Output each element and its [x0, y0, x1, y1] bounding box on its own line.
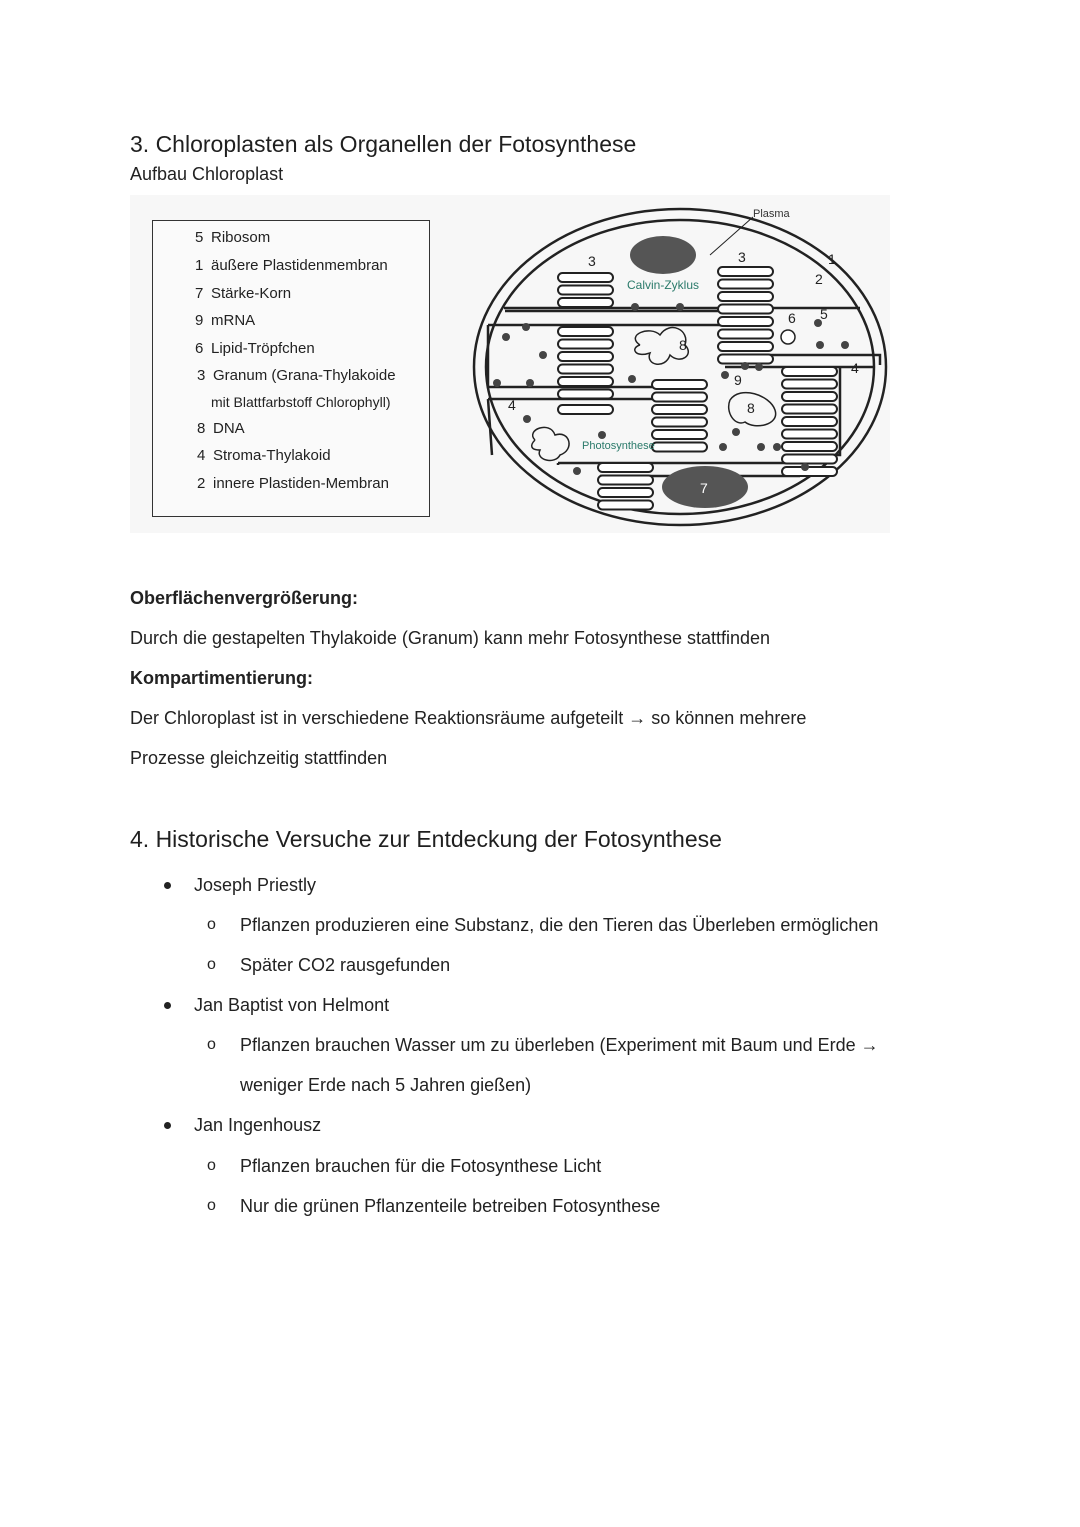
thylakoid-disc	[558, 390, 613, 399]
section-3-title: 3. Chloroplasten als Organellen der Fotosynthese	[130, 131, 637, 157]
legend-item: 2 innere Plastiden-Membran	[197, 475, 389, 492]
thylakoid-disc	[652, 393, 707, 402]
thylakoid-disc	[782, 392, 837, 401]
thylakoid-disc	[782, 380, 837, 389]
svg-text:2: 2	[815, 271, 823, 287]
thylakoid-disc	[782, 442, 837, 451]
thylakoid-disc	[558, 298, 613, 307]
svg-text:4: 4	[851, 360, 859, 376]
section-3-subtitle: Aufbau Chloroplast	[130, 164, 284, 184]
thylakoid-disc	[652, 405, 707, 414]
legend-item: 9 mRNA	[195, 312, 256, 329]
svg-text:8: 8	[747, 400, 755, 416]
thylakoid-disc	[598, 501, 653, 510]
chloroplast-figure	[130, 195, 890, 533]
circle-bullet-icon: o	[207, 956, 216, 973]
svg-text:5: 5	[820, 306, 828, 322]
bullet-icon	[164, 1122, 171, 1129]
circle-bullet-icon: o	[207, 916, 216, 933]
svg-text:3: 3	[588, 253, 596, 269]
legend-item: 5 Ribosom	[195, 229, 271, 246]
thylakoid-disc	[558, 377, 613, 386]
thylakoid-disc	[718, 292, 773, 301]
compartment-heading: Kompartimentierung:	[130, 668, 314, 688]
thylakoid-disc	[782, 467, 837, 476]
thylakoid-disc	[598, 476, 653, 485]
plasma-label: Plasma	[753, 208, 790, 220]
sub-item: Pflanzen brauchen Wasser um zu überleben (Experiment mit Baum und Erde →	[240, 1035, 879, 1055]
thylakoid-disc	[782, 455, 837, 464]
chloroplast-diagram	[470, 195, 890, 533]
surface-text: Durch die gestapelten Thylakoide (Granum) kann mehr Fotosynthese stattfinden	[130, 628, 771, 648]
legend-item: 7 Stärke-Korn	[195, 285, 292, 302]
list-item-name: Jan Ingenhousz	[194, 1115, 322, 1135]
svg-text:8: 8	[679, 337, 687, 353]
list-item-name: Jan Baptist von Helmont	[194, 995, 390, 1015]
legend-item: mit Blattfarbstoff Chlorophyll)	[211, 394, 391, 410]
legend-item: 3 Granum (Grana-Thylakoide	[197, 367, 396, 384]
compartment-text-2: Prozesse gleichzeitig stattfinden	[130, 748, 388, 768]
bullet-icon	[164, 882, 171, 889]
thylakoid-disc	[718, 267, 773, 276]
thylakoid-disc	[558, 327, 613, 336]
thylakoid-disc	[558, 273, 613, 282]
thylakoid-disc	[558, 405, 613, 414]
thylakoid-disc	[652, 418, 707, 427]
sub-item-continuation: weniger Erde nach 5 Jahren gießen)	[240, 1075, 532, 1095]
thylakoid-disc	[558, 286, 613, 295]
sub-item: Pflanzen brauchen für die Fotosynthese Licht	[240, 1156, 602, 1176]
svg-text:4: 4	[508, 397, 516, 413]
photosynthesis-label: Photosynthese	[582, 440, 655, 452]
circle-bullet-icon: o	[207, 1036, 216, 1053]
surface-heading: Oberflächenvergrößerung:	[130, 588, 359, 608]
thylakoid-disc	[652, 443, 707, 452]
legend-item: 4 Stroma-Thylakoid	[197, 447, 331, 464]
thylakoid-disc	[652, 380, 707, 389]
thylakoid-disc	[718, 305, 773, 314]
circle-bullet-icon: o	[207, 1157, 216, 1174]
circle-bullet-icon: o	[207, 1197, 216, 1214]
legend-item: 1 äußere Plastidenmembran	[195, 257, 388, 274]
legend-item: 8 DNA	[197, 420, 245, 437]
thylakoid-disc	[782, 417, 837, 426]
thylakoid-disc	[782, 430, 837, 439]
bullet-icon	[164, 1002, 171, 1009]
thylakoid-disc	[718, 280, 773, 289]
lipid-droplet	[781, 330, 795, 344]
thylakoid-disc	[558, 340, 613, 349]
thylakoid-disc	[782, 367, 837, 376]
thylakoid-disc	[598, 488, 653, 497]
thylakoid-disc	[718, 342, 773, 351]
thylakoid-disc	[558, 365, 613, 374]
thylakoid-disc	[718, 330, 773, 339]
sub-item: Nur die grünen Pflanzenteile betreiben Fotosynthese	[240, 1196, 661, 1216]
svg-text:9: 9	[734, 372, 742, 388]
thylakoid-disc	[782, 405, 837, 414]
thylakoid-disc	[558, 352, 613, 361]
calvin-cycle-label: Calvin-Zyklus	[627, 278, 700, 292]
legend-item: 6 Lipid-Tröpfchen	[195, 340, 315, 357]
compartment-text-1: Der Chloroplast ist in verschiedene Reaktionsräume aufgeteilt → so können mehrere	[130, 708, 807, 728]
thylakoid-disc	[598, 463, 653, 472]
thylakoid-disc	[718, 317, 773, 326]
list-item-name: Joseph Priestly	[194, 875, 317, 895]
sub-item: Pflanzen produzieren eine Substanz, die den Tieren das Überleben ermöglichen	[240, 915, 879, 935]
diagram-legend	[152, 220, 430, 517]
svg-text:1: 1	[828, 251, 836, 267]
sub-item: Später CO2 rausgefunden	[240, 955, 451, 975]
svg-text:7: 7	[700, 480, 708, 496]
svg-text:6: 6	[788, 310, 796, 326]
section-4-title: 4. Historische Versuche zur Entdeckung der Fotosynthese	[130, 826, 722, 852]
thylakoid-disc	[652, 430, 707, 439]
svg-text:3: 3	[738, 249, 746, 265]
